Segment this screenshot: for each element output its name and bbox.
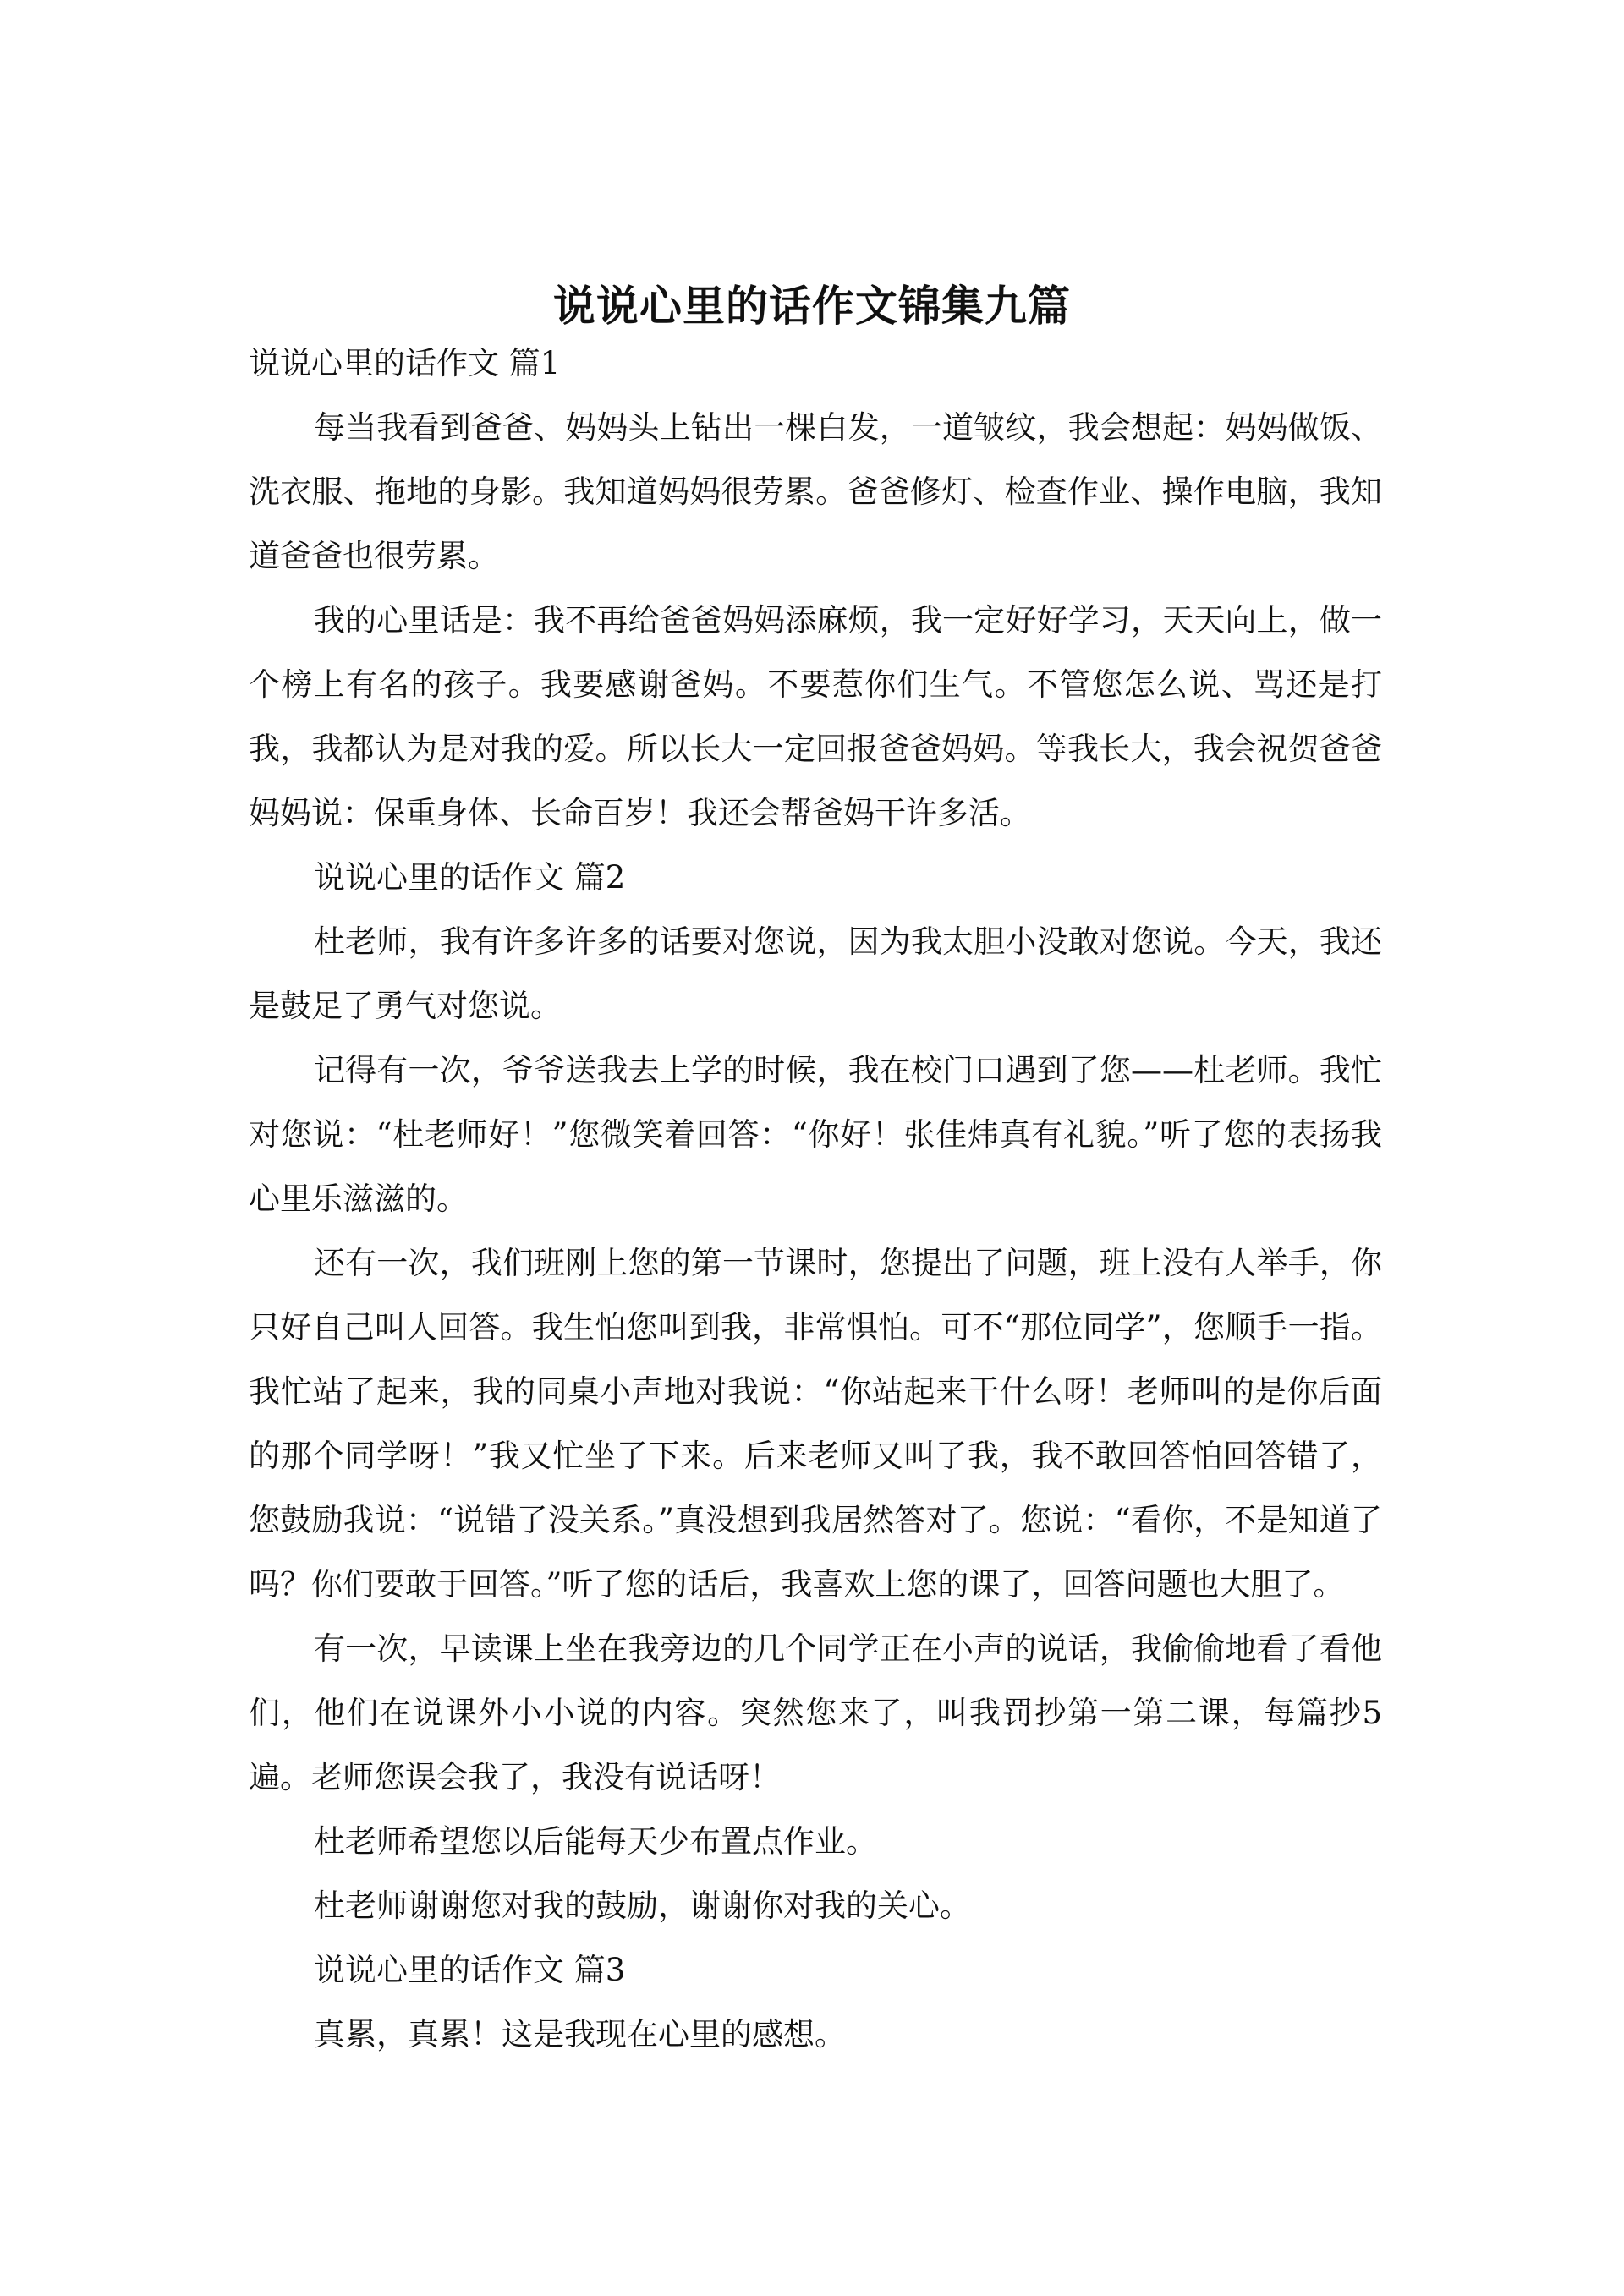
document-title: 说说心里的话作文锦集九篇 [553,281,1071,331]
paragraph: 杜老师，我有许多许多的话要对您说，因为我太胆小没敢对您说。今天，我还是鼓足了勇气对您说。 [249,923,1382,1024]
section-heading-2: 说说心里的话作文 篇2 [314,859,626,896]
document-body [249,332,1382,2067]
paragraph: 有一次，早读课上坐在我旁边的几个同学正在小声的说话，我偷偷地看了看他们，他们在说课外小小说的内容。突然您来了，叫我罚抄第一第二课，每篇抄5遍。老师您误会我了，我没有说话呀！ [249,1630,1382,1795]
paragraph: 记得有一次，爷爷送我去上学的时候，我在校门口遇到了您——杜老师。我忙对您说：“杜老师好！”您微笑着回答：“你好！张佳炜真有礼貌。”听了您的表扬我心里乐滋滋的。 [249,1052,1382,1217]
section-heading-3: 说说心里的话作文 篇3 [314,1952,626,1988]
paragraph: 真累，真累！这是我现在心里的感想。 [314,2016,846,2052]
paragraph: 我的心里话是：我不再给爸爸妈妈添麻烦，我一定好好学习，天天向上，做一个榜上有名的孩子。我要感谢爸妈。不要惹你们生气。不管您怎么说、骂还是打我，我都认为是对我的爱。所以长大一定回报爸爸妈妈。等我长大，我会祝贺爸爸妈妈说：保重身体、长命百岁！我还会帮爸妈干许多活。 [249,602,1382,831]
section-heading-1: 说说心里的话作文 篇1 [249,345,561,381]
paragraph: 杜老师谢谢您对我的鼓励，谢谢你对我的关心。 [314,1888,971,1924]
paragraph: 每当我看到爸爸、妈妈头上钻出一棵白发，一道皱纹，我会想起：妈妈做饭、洗衣服、拖地的身影。我知道妈妈很劳累。爸爸修灯、检查作业、操作电脑，我知道爸爸也很劳累。 [249,409,1382,574]
paragraph: 还有一次，我们班刚上您的第一节课时，您提出了问题，班上没有人举手，你只好自己叫人回答。我生怕您叫到我，非常惧怕。可不“那位同学”，您顺手一指。我忙站了起来，我的同桌小声地对我说：“你站起来干什么呀！老师叫的是你后面的那个同学呀！”我又忙坐了下来。后来老师又叫了我，我不敢回答怕回答错了，您鼓励我说：“说错了没关系。”真没想到我居然答对了。您说：“看你，不是知道了吗？你们要敢于回答。”听了您的话后，我喜欢上您的课了，回答问题也大胆了。 [249,1245,1382,1603]
paragraph: 杜老师希望您以后能每天少布置点作业。 [314,1823,877,1860]
